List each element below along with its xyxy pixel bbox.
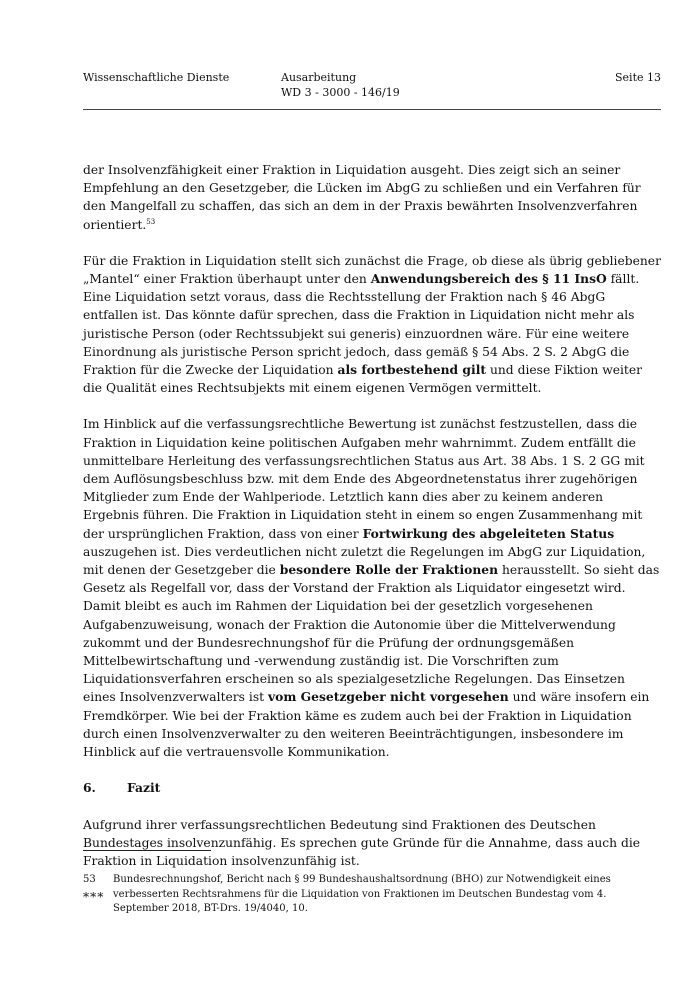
footnote-number: 53 bbox=[83, 874, 96, 885]
paragraph-1 bbox=[83, 161, 661, 234]
paragraph-2 bbox=[83, 252, 661, 398]
emphasis-nicht-vorgesehen: vom Gesetzgeber nicht vorgesehen bbox=[267, 689, 509, 705]
header-department: Wissenschaftliche Dienste bbox=[83, 71, 230, 84]
conclusion-paragraph: Aufgrund ihrer verfassungsrechtlichen Bedeutung sind Fraktionen des Deutschen Bundestages insolvenzunfähig. Es sprechen gute Gründe für die Annahme, dass auch die Fraktion in Liquidation insolvenzunfähig ist. bbox=[83, 817, 641, 868]
paragraph-3-text-d: herausstellt. So sieht das Gesetz als Regelfall vor, dass der Vorstand der Fraktion als Liquidator eingesetzt wird. Damit bleibt es auch im Rahmen der Liquidation bei der gesetzlich vorgesehenen Aufgabenzuweisung, wonach der Fraktion die Autonomie über die Mittelverwendung zukommt und der Bundesrechnungshof für die Prüfung der ordnungsgemäßen Mittelbewirtschaftung und -verwendung zuständig ist. Die Vorschriften zum Liquidationsverfahren erscheinen so als spezialgesetzliche Regelungen. Das Einsetzen eines Insolvenzverwalters ist bbox=[83, 563, 660, 705]
paragraph-3-text-c: auszugehen ist. Dies verdeutlichen nicht zuletzt die Regelungen im AbgG zur Liquidation, mit denen der Gesetzgeber die bbox=[83, 544, 646, 578]
header-divider bbox=[83, 109, 661, 110]
header-doc-number: WD 3 - 3000 - 146/19 bbox=[281, 86, 400, 99]
closing-asterisks: *** bbox=[83, 890, 105, 905]
paragraph-2-text-c: fällt. Eine Liquidation setzt voraus, dass die Rechtsstellung der Fraktion nach § 46 AbgG entfallen ist. Das könnte dafür sprechen, dass die Fraktion in Liquidation nicht mehr als juristische Person (oder Rechtssubjekt sui generis) einzuordnen wäre. Für eine weitere Einordnung als juristische Person spricht jedoch, dass gemäß § 54 Abs. 2 S. 2 AbgG die Fraktion für die Zwecke der Liquidation bbox=[83, 272, 640, 378]
emphasis-fortwirkung: Fortwirkung des abgeleiteten Status bbox=[362, 525, 615, 541]
document-body bbox=[83, 161, 661, 924]
paragraph-3-text-a: Im Hinblick auf die verfassungsrechtliche Bewertung ist zunächst festzustellen, dass die Fraktion in Liquidation keine politischen Aufgaben mehr wahrnimmt. Zudem entfällt die unmittelbare Herleitung des verfassungsrechtlichen Status aus Art. 38 Abs. 1 S. 2 GG mit dem Auflösungsbeschluss bzw. mit dem Ende des Abgeordnetenstatus ihrer zugehörigen Mitglieder zum Ende der Wahlperiode. Letztlich kann dies aber zu keinem anderen Ergebnis führen. Die Fraktion in Liquidation steht in einem so engen Zusammenhang mit der ursprünglichen Fraktion, dass von einer bbox=[83, 417, 645, 541]
emphasis-fortbestehend: als fortbestehend gilt bbox=[337, 362, 487, 378]
section-title: Fazit bbox=[127, 780, 161, 796]
footnote-text: Bundesrechnungshof, Bericht nach § 99 Bundeshaushaltsordnung (BHO) zur Notwendigkeit eines verbesserten Rechtsrahmens für die Liquidation von Fraktionen im Deutschen Bundestag vom 4. September 2018, BT-Drs. 19/4040, 10. bbox=[113, 874, 611, 915]
paragraph-2-text-d: und diese Fiktion weiter die Qualität eines Rechtsubjekts mit einem eigenen Vermögen vermittelt. bbox=[83, 363, 643, 396]
footnote-reference-53[interactable]: 53 bbox=[146, 217, 156, 226]
emphasis-besondere-rolle: besondere Rolle der Fraktionen bbox=[279, 562, 499, 578]
header-doc-type: Ausarbeitung bbox=[281, 71, 357, 84]
footnote-53 bbox=[83, 873, 661, 917]
paragraph-2-text-a: Für die Fraktion in Liquidation stellt sich zunächst die Frage, ob diese als übrig gebliebener „Mantel“ einer Fraktion überhaupt unter den bbox=[83, 253, 661, 287]
section-number: 6. bbox=[83, 780, 96, 796]
emphasis-anwendungsbereich: Anwendungsbereich des § 11 InsO bbox=[370, 271, 607, 287]
paragraph-3 bbox=[83, 415, 661, 761]
footnote-divider bbox=[83, 850, 211, 851]
paragraph-1-text: der Insolvenzfähigkeit einer Fraktion in Liquidation ausgeht. Dies zeigt sich an seiner Empfehlung an den Gesetzgeber, die Lücken im AbgG zu schließen und ein Verfahren für den Mangelfall zu schaffen, das sich an dem in der Praxis bewährten Insolvenzverfahren orientiert. bbox=[83, 163, 641, 232]
header-page-number: Seite 13 bbox=[615, 71, 661, 84]
paragraph-3-text-e: und wäre insofern ein Fremdkörper. Wie bei der Fraktion käme es zudem auch bei der Fraktion in Liquidation durch einen Insolvenzverwalter zu den weiteren Beeinträchtigungen, insbesondere im Hinblick auf die vertrauensvolle Kommunikation. bbox=[83, 690, 650, 760]
header-document-info bbox=[281, 70, 400, 100]
section-heading-fazit bbox=[83, 779, 661, 797]
